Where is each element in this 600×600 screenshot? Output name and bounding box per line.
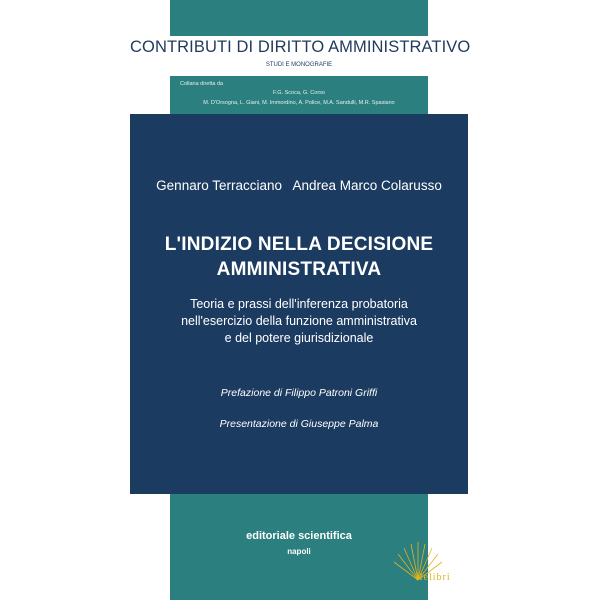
preface-credit: Prefazione di Filippo Patroni Griffi <box>220 387 378 399</box>
book-title <box>130 232 468 282</box>
presentation-credit: Presentazione di Giuseppe Palma <box>219 418 379 430</box>
editors-directors: F.G. Scoca, G. Corso <box>273 90 325 96</box>
editors-intro: Collana diretta da <box>180 81 224 87</box>
series-subtitle: STUDI E MONOGRAFIE <box>265 62 333 68</box>
top-teal-band <box>170 0 428 36</box>
logo-wordmark: ilelibri <box>416 572 451 583</box>
book-title-line: AMMINISTRATIVA <box>216 259 382 280</box>
editors-band <box>170 76 428 114</box>
book-subtitle-line: Teoria e prassi dell'inferenza probatoria <box>190 297 408 311</box>
main-panel <box>130 114 468 494</box>
book-cover <box>130 0 471 600</box>
book-subtitle-line: e del potere giurisdizionale <box>224 331 374 345</box>
book-title-line: L'INDIZIO NELLA DECISIONE <box>164 234 434 255</box>
book-subtitle <box>130 296 468 347</box>
publisher-name: editoriale scientifica <box>246 530 352 542</box>
publisher-city: napoli <box>287 547 311 556</box>
series-title: CONTRIBUTI DI DIRITTO AMMINISTRATIVO <box>130 38 471 56</box>
book-subtitle-line: nell'esercizio della funzione amministrativa <box>181 314 417 328</box>
authors: Gennaro Terracciano Andrea Marco Colarusso <box>156 178 442 193</box>
editors-committee: M. D'Orsogna, L. Giani, M. Immordino, A. Police, M.A. Sandulli, M.R. Spasiano <box>203 100 395 106</box>
